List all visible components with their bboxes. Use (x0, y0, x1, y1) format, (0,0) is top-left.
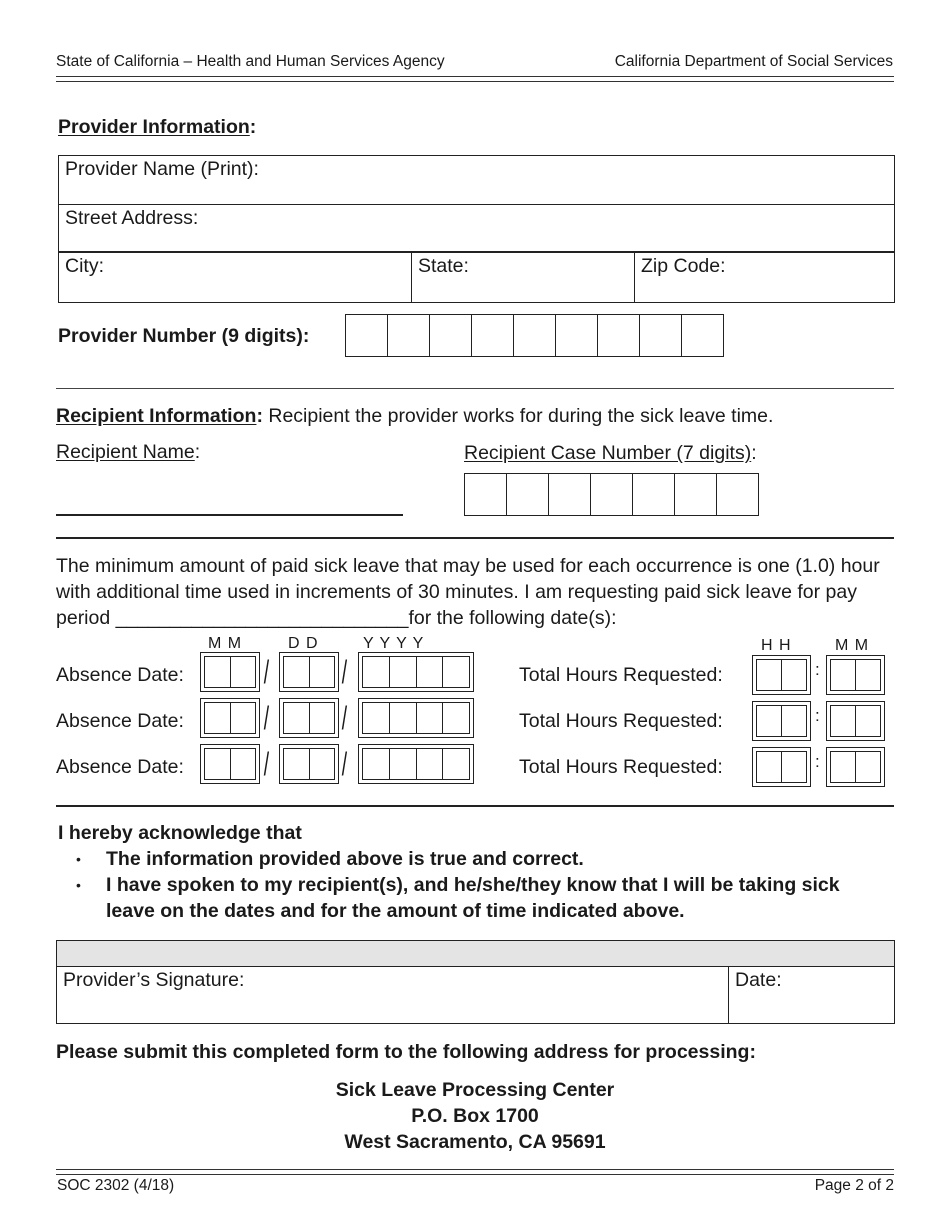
hours-input[interactable] (752, 655, 811, 695)
digit-box[interactable] (682, 315, 724, 356)
year-input[interactable] (358, 652, 474, 692)
year-input[interactable] (358, 744, 474, 784)
section-divider (56, 537, 894, 539)
month-input[interactable] (200, 744, 260, 784)
day-format-label: D D (288, 635, 319, 652)
hours-input[interactable] (752, 747, 811, 787)
signature-date-label: Date: (735, 969, 782, 991)
digit-box[interactable] (591, 474, 633, 515)
date-separator: / (341, 700, 348, 736)
section-divider (56, 388, 894, 389)
agency-header: State of California – Health and Human Services Agency (56, 53, 445, 70)
time-separator: : (815, 752, 820, 771)
acknowledge-item: • I have spoken to my recipient(s), and he/she/they know that I will be taking sick leave on the dates and for the amount of time indicated above. (56, 872, 886, 924)
provider-name-field[interactable] (59, 156, 894, 205)
total-hours-label: Total Hours Requested: (519, 710, 723, 732)
recipient-name-line[interactable] (56, 514, 403, 516)
digit-box[interactable] (640, 315, 682, 356)
recipient-section-heading: Recipient Information: Recipient the provider works for during the sick leave time. (56, 405, 774, 427)
time-separator: : (815, 660, 820, 679)
mailing-address (0, 1077, 950, 1155)
minutes-input[interactable] (826, 701, 885, 741)
absence-row-3 (0, 744, 950, 792)
recipient-section-desc: Recipient the provider works for during the sick leave time. (268, 405, 774, 427)
street-address-field[interactable] (59, 205, 894, 253)
acknowledge-list (56, 846, 886, 924)
provider-signature-field[interactable] (57, 967, 729, 1023)
page-number: Page 2 of 2 (814, 1177, 894, 1194)
digit-box[interactable] (549, 474, 591, 515)
signature-table (56, 940, 895, 1024)
absence-date-label: Absence Date: (56, 756, 184, 778)
day-input[interactable] (279, 652, 339, 692)
acknowledge-item: • The information provided above is true and correct. (56, 846, 886, 872)
city-field[interactable] (59, 253, 412, 302)
digit-box[interactable] (717, 474, 759, 515)
address-line-1: Sick Leave Processing Center (335, 1079, 615, 1101)
absence-row-1 (0, 652, 950, 700)
provider-section-title: Provider Information: (58, 116, 257, 138)
day-input[interactable] (279, 744, 339, 784)
state-label: State: (418, 255, 469, 277)
date-separator: / (341, 654, 348, 690)
hours-input[interactable] (752, 701, 811, 741)
zip-code-field[interactable] (635, 253, 894, 302)
minutes-input[interactable] (826, 655, 885, 695)
time-separator: : (815, 706, 820, 725)
footer-divider (56, 1169, 894, 1175)
provider-name-label: Provider Name (Print): (65, 158, 259, 180)
absence-row-2 (0, 698, 950, 746)
acknowledge-intro: I hereby acknowledge that (58, 822, 302, 844)
recipient-case-heading: Recipient Case Number (7 digits): (464, 442, 757, 464)
recipient-section-title: Recipient Information (56, 405, 257, 427)
absence-date-label: Absence Date: (56, 710, 184, 732)
state-field[interactable] (412, 253, 635, 302)
digit-box[interactable] (598, 315, 640, 356)
signature-header-bar (57, 941, 894, 967)
digit-box[interactable] (514, 315, 556, 356)
zip-code-label: Zip Code: (641, 255, 726, 277)
digit-box[interactable] (388, 315, 430, 356)
submit-instruction: Please submit this completed form to the following address for processing: (56, 1041, 756, 1063)
day-input[interactable] (279, 698, 339, 738)
provider-signature-label: Provider’s Signature: (63, 969, 245, 991)
date-separator: / (341, 746, 348, 782)
date-separator: / (263, 654, 270, 690)
section-divider (56, 805, 894, 807)
department-header: California Department of Social Services (614, 53, 893, 70)
digit-box[interactable] (465, 474, 507, 515)
date-separator: / (263, 746, 270, 782)
date-separator: / (263, 700, 270, 736)
recipient-name-heading: Recipient Name: (56, 441, 201, 463)
header-divider (56, 76, 894, 82)
year-input[interactable] (358, 698, 474, 738)
month-format-label: M M (208, 635, 243, 652)
absence-date-label: Absence Date: (56, 664, 184, 686)
provider-number-label: Provider Number (9 digits): (58, 325, 310, 347)
digit-box[interactable] (633, 474, 675, 515)
year-format-label: Y Y Y Y (363, 635, 425, 652)
provider-number-boxes[interactable] (345, 314, 724, 357)
digit-box[interactable] (675, 474, 717, 515)
digit-box[interactable] (430, 315, 472, 356)
month-input[interactable] (200, 698, 260, 738)
address-line-2: P.O. Box 1700 (411, 1105, 539, 1127)
digit-box[interactable] (556, 315, 598, 356)
street-address-label: Street Address: (65, 207, 199, 229)
minutes-format-label: M M (835, 637, 870, 654)
recipient-case-boxes[interactable] (464, 473, 759, 516)
provider-info-table (58, 155, 895, 303)
hours-format-label: H H (761, 637, 792, 654)
address-line-3: West Sacramento, CA 95691 (344, 1131, 606, 1153)
signature-date-field[interactable] (729, 967, 894, 1023)
leave-paragraph: The minimum amount of paid sick leave that may be used for each occurrence is one (1.0) hour with additional time used in increments of 30 minutes. I am requesting paid sick leave for pay period ___________________________for the following date(s): (56, 555, 880, 629)
recipient-name-label: Recipient Name (56, 441, 195, 463)
total-hours-label: Total Hours Requested: (519, 664, 723, 686)
month-input[interactable] (200, 652, 260, 692)
recipient-case-label: Recipient Case Number (7 digits) (464, 442, 752, 464)
total-hours-label: Total Hours Requested: (519, 756, 723, 778)
form-id: SOC 2302 (4/18) (57, 1177, 175, 1194)
city-label: City: (65, 255, 104, 277)
minutes-input[interactable] (826, 747, 885, 787)
digit-box[interactable] (346, 315, 388, 356)
digit-box[interactable] (472, 315, 514, 356)
digit-box[interactable] (507, 474, 549, 515)
